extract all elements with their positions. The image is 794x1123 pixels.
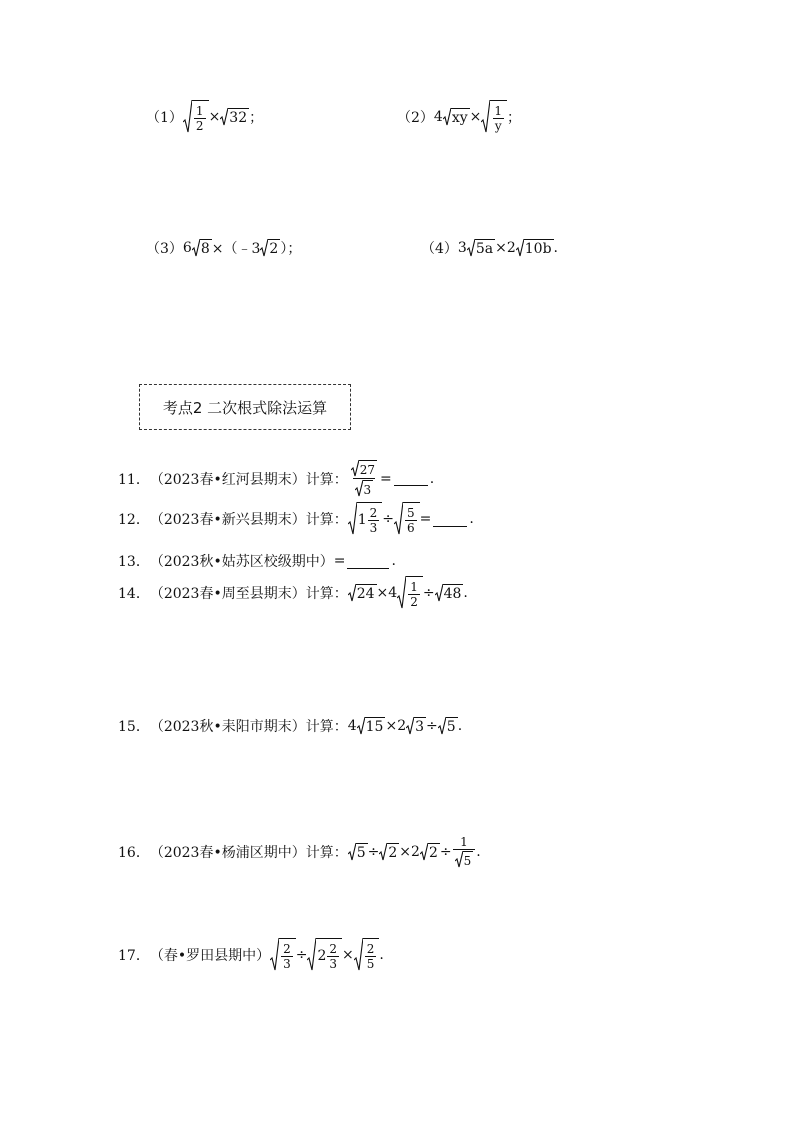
sub-problem-label: （2） — [397, 110, 434, 126]
question-source: （春•罗田县期中） — [149, 948, 271, 964]
radical: 8 — [192, 239, 212, 257]
question-15: 15． （2023秋•耒阳市期末）计算： 4 15 ×2 3 ÷ 5 . — [118, 718, 463, 735]
question-source: （2023春•新兴县期末）计算： — [149, 512, 348, 528]
divide-operator: ÷ — [382, 511, 395, 527]
question-number: 14． — [118, 586, 150, 602]
fraction: $\frac{2}{3}$ — [283, 941, 291, 971]
fraction: $\frac{1}{y}$ — [494, 103, 503, 133]
question-number: 12． — [118, 512, 150, 528]
question-16: 16． （2023春•杨浦区期中）计算： 5 ÷ 2 ×2 2 ÷ $\frac{1}{5}$ . — [118, 835, 481, 868]
question-source: （2023秋•姑苏区校级期中） — [149, 554, 334, 570]
radical — [394, 502, 420, 536]
radical: 5a — [467, 239, 495, 257]
radical: 5 — [438, 717, 458, 735]
question-17: 17． （春•罗田县期中） $\frac{2}{3}$ ÷ 2 $\frac{2}{3}$ × $\frac{2}{5}$ . — [118, 938, 384, 972]
question-14: 14． （2023春•周至县期末）计算： 24 ×4 $\frac{1}{2}$ ÷ 48 . — [118, 576, 468, 610]
radical — [481, 100, 507, 134]
times-operator: × — [342, 947, 354, 963]
radical: 3 — [406, 717, 426, 735]
question-13: 13． （2023秋•姑苏区校级期中） = . — [118, 553, 396, 570]
radical — [354, 938, 380, 972]
divide-operator: ÷ — [426, 718, 438, 734]
radical — [270, 938, 296, 972]
fraction: $\frac{1}{5}$ — [453, 836, 476, 868]
radical: 2 — [420, 843, 440, 861]
question-number: 13． — [118, 554, 150, 570]
times-operator: × — [208, 109, 221, 125]
question-source: （2023春•杨浦区期中）计算： — [149, 845, 348, 861]
radical: 10b — [516, 239, 554, 257]
fraction: $\frac{2}{5}$ — [366, 941, 375, 971]
divide-operator: ÷ — [367, 844, 380, 860]
fraction: $\frac{5}{6}$ — [407, 505, 415, 535]
question-12: 12． （2023春•新兴县期末）计算： 1 $\frac{2}{3}$ ÷ $\frac{5}{6}$ = . — [118, 502, 474, 536]
sub-problem-1: （1） $\frac{1}{2}$ × 32 ； — [146, 100, 263, 134]
answer-blank[interactable] — [347, 554, 389, 569]
radical — [183, 100, 209, 134]
question-source: （2023春•红河县期末）计算： — [149, 471, 348, 488]
radical: xy — [443, 108, 470, 126]
radical — [397, 576, 423, 610]
radical: 48 — [435, 584, 464, 602]
answer-blank[interactable] — [394, 471, 428, 486]
fraction: $\frac{1}{2}$ — [410, 579, 418, 609]
fraction: $\frac{2}{3}$ — [329, 941, 338, 971]
sub-problem-3: （3） 6 8 ×（ ﹣3 2 ）； — [146, 240, 302, 257]
question-source: （2023春•周至县期末）计算： — [149, 586, 348, 602]
radical: 15 — [357, 717, 386, 735]
divide-operator: ÷ — [295, 947, 308, 963]
radical: 2 — [379, 843, 399, 861]
question-number: 15． — [118, 719, 150, 735]
radical: 2 — [260, 239, 280, 257]
topic-heading-box — [139, 384, 351, 430]
fraction: $\frac{1}{2}$ — [195, 103, 204, 133]
topic-title: 考点2 二次根式除法运算 — [162, 398, 328, 417]
divide-operator: ÷ — [422, 585, 435, 601]
question-11: 11． （2023春•红河县期末）计算： $\frac{27}{3}$ = . — [118, 460, 434, 497]
question-number: 11． — [118, 471, 150, 488]
times-operator: × — [469, 109, 482, 125]
question-source: （2023秋•耒阳市期末）计算： — [149, 719, 348, 735]
sub-problem-label: （4） — [421, 241, 458, 257]
divide-operator: ÷ — [439, 844, 452, 860]
question-number: 17． — [118, 948, 150, 964]
question-number: 16． — [118, 845, 150, 861]
radical: 24 — [348, 584, 377, 602]
radical: 1 $\frac{2}{3}$ — [348, 502, 383, 536]
sub-problem-label: （3） — [146, 241, 183, 257]
answer-blank[interactable] — [433, 512, 467, 527]
fraction: $\frac{27}{3}$ — [349, 460, 379, 497]
sub-problem-label: （1） — [146, 110, 183, 126]
radical: 5 — [348, 843, 368, 861]
fraction: $\frac{2}{3}$ — [369, 505, 378, 535]
sub-problem-4: （4） 3 5a × 2 10b . — [421, 240, 558, 257]
sub-problem-2: （2） 4 xy × $\frac{1}{y}$ ； — [397, 100, 521, 134]
radical: 32 — [220, 108, 249, 126]
radical: 2 $\frac{2}{3}$ — [307, 938, 342, 972]
